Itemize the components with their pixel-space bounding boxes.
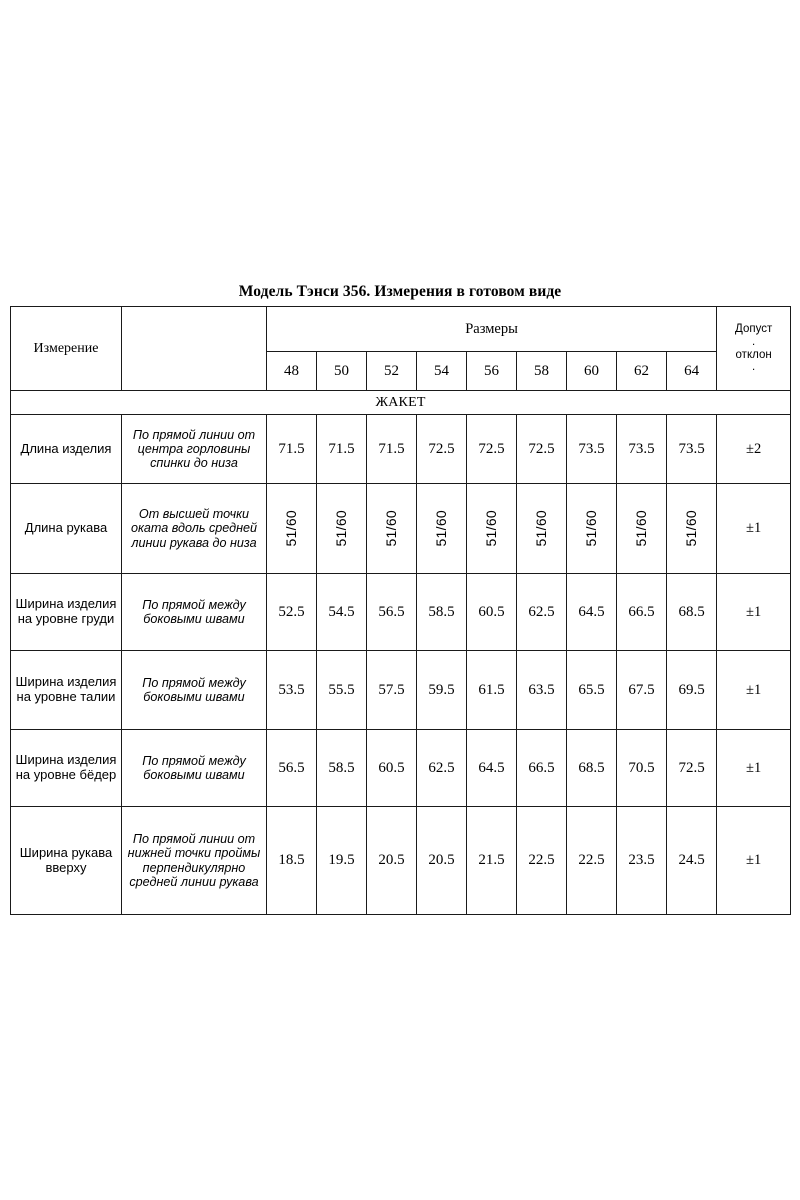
table-row bbox=[11, 415, 791, 484]
row-value: 24.5 bbox=[667, 807, 717, 915]
header-size-56: 56 bbox=[467, 352, 517, 391]
row-value: 58.5 bbox=[317, 730, 367, 807]
row-value: 62.5 bbox=[517, 574, 567, 651]
row-description: По прямой линии от центра горловины спинки до низа bbox=[122, 415, 267, 484]
row-value: 59.5 bbox=[417, 651, 467, 730]
header-tolerance bbox=[717, 307, 791, 391]
row-value bbox=[367, 484, 417, 574]
row-value: 67.5 bbox=[617, 651, 667, 730]
row-value bbox=[417, 484, 467, 574]
row-value: 52.5 bbox=[267, 574, 317, 651]
row-value: 69.5 bbox=[667, 651, 717, 730]
row-value: 21.5 bbox=[467, 807, 517, 915]
row-value: 64.5 bbox=[467, 730, 517, 807]
row-value: 54.5 bbox=[317, 574, 367, 651]
row-tolerance: ±1 bbox=[717, 651, 791, 730]
row-description: По прямой линии от нижней точки проймы перпендикулярно средней линии рукава bbox=[122, 807, 267, 915]
row-value-rotated: 51/60 bbox=[382, 510, 399, 547]
row-value bbox=[267, 484, 317, 574]
table-row bbox=[11, 574, 791, 651]
row-value bbox=[567, 484, 617, 574]
row-value: 73.5 bbox=[567, 415, 617, 484]
header-size-48: 48 bbox=[267, 352, 317, 391]
row-value-rotated: 51/60 bbox=[532, 510, 549, 547]
header-tolerance-line3: отклон bbox=[735, 348, 772, 361]
row-name: Ширина изделия на уровне груди bbox=[11, 574, 122, 651]
header-tolerance-line4: . bbox=[752, 361, 756, 374]
row-value: 70.5 bbox=[617, 730, 667, 807]
row-tolerance: ±1 bbox=[717, 730, 791, 807]
row-value: 68.5 bbox=[567, 730, 617, 807]
row-value-rotated: 51/60 bbox=[582, 510, 599, 547]
row-value bbox=[517, 484, 567, 574]
row-value bbox=[467, 484, 517, 574]
row-value: 58.5 bbox=[417, 574, 467, 651]
table-body bbox=[11, 391, 791, 915]
row-value-rotated: 51/60 bbox=[332, 510, 349, 547]
measurement-sheet bbox=[10, 283, 790, 915]
table-row bbox=[11, 730, 791, 807]
table-row bbox=[11, 484, 791, 574]
row-name: Длина изделия bbox=[11, 415, 122, 484]
row-value: 22.5 bbox=[567, 807, 617, 915]
row-value: 19.5 bbox=[317, 807, 367, 915]
header-size-54: 54 bbox=[417, 352, 467, 391]
row-value: 61.5 bbox=[467, 651, 517, 730]
row-value bbox=[667, 484, 717, 574]
row-name: Ширина изделия на уровне талии bbox=[11, 651, 122, 730]
row-tolerance: ±1 bbox=[717, 574, 791, 651]
row-name: Ширина рукава вверху bbox=[11, 807, 122, 915]
row-value-rotated: 51/60 bbox=[682, 510, 699, 547]
row-value: 65.5 bbox=[567, 651, 617, 730]
row-description: По прямой между боковыми швами bbox=[122, 651, 267, 730]
row-value bbox=[317, 484, 367, 574]
row-value: 23.5 bbox=[617, 807, 667, 915]
header-size-60: 60 bbox=[567, 352, 617, 391]
row-value: 71.5 bbox=[367, 415, 417, 484]
row-name: Ширина изделия на уровне бёдер bbox=[11, 730, 122, 807]
row-value: 66.5 bbox=[517, 730, 567, 807]
row-value: 64.5 bbox=[567, 574, 617, 651]
row-value: 20.5 bbox=[367, 807, 417, 915]
header-measure: Измерение bbox=[11, 307, 122, 391]
row-tolerance: ±1 bbox=[717, 807, 791, 915]
header-size-52: 52 bbox=[367, 352, 417, 391]
row-value: 53.5 bbox=[267, 651, 317, 730]
row-value: 60.5 bbox=[467, 574, 517, 651]
row-value: 68.5 bbox=[667, 574, 717, 651]
table-row bbox=[11, 651, 791, 730]
measurements-table bbox=[10, 306, 791, 915]
row-value: 73.5 bbox=[667, 415, 717, 484]
row-value-rotated: 51/60 bbox=[482, 510, 499, 547]
row-value: 55.5 bbox=[317, 651, 367, 730]
row-value bbox=[617, 484, 667, 574]
table-row bbox=[11, 807, 791, 915]
header-sizes-group: Размеры bbox=[267, 307, 717, 352]
row-value: 66.5 bbox=[617, 574, 667, 651]
row-description: По прямой между боковыми швами bbox=[122, 574, 267, 651]
row-value-rotated: 51/60 bbox=[432, 510, 449, 547]
row-name: Длина рукава bbox=[11, 484, 122, 574]
row-value: 56.5 bbox=[267, 730, 317, 807]
row-value: 62.5 bbox=[417, 730, 467, 807]
row-value-rotated: 51/60 bbox=[282, 510, 299, 547]
row-value: 22.5 bbox=[517, 807, 567, 915]
row-value: 71.5 bbox=[317, 415, 367, 484]
row-tolerance: ±2 bbox=[717, 415, 791, 484]
row-value: 71.5 bbox=[267, 415, 317, 484]
page-title: Модель Тэнси 356. Измерения в готовом виде bbox=[238, 283, 562, 300]
row-value: 72.5 bbox=[417, 415, 467, 484]
header-description bbox=[122, 307, 267, 391]
row-tolerance: ±1 bbox=[717, 484, 791, 574]
row-description: По прямой между боковыми швами bbox=[122, 730, 267, 807]
section-band-label: ЖАКЕТ bbox=[11, 391, 791, 415]
row-value: 56.5 bbox=[367, 574, 417, 651]
header-size-64: 64 bbox=[667, 352, 717, 391]
header-tolerance-line2: . bbox=[752, 335, 756, 348]
header-row-top bbox=[11, 307, 791, 352]
header-size-50: 50 bbox=[317, 352, 367, 391]
row-value: 72.5 bbox=[667, 730, 717, 807]
row-value: 72.5 bbox=[517, 415, 567, 484]
section-band-row bbox=[11, 391, 791, 415]
row-value: 60.5 bbox=[367, 730, 417, 807]
row-description: От высшей точки оката вдоль средней линии рукава до низа bbox=[122, 484, 267, 574]
row-value: 72.5 bbox=[467, 415, 517, 484]
row-value: 20.5 bbox=[417, 807, 467, 915]
row-value-rotated: 51/60 bbox=[632, 510, 649, 547]
table-header bbox=[11, 307, 791, 391]
header-size-62: 62 bbox=[617, 352, 667, 391]
row-value: 73.5 bbox=[617, 415, 667, 484]
row-value: 57.5 bbox=[367, 651, 417, 730]
row-value: 63.5 bbox=[517, 651, 567, 730]
header-tolerance-line1: Допуст bbox=[735, 322, 773, 335]
header-size-58: 58 bbox=[517, 352, 567, 391]
row-value: 18.5 bbox=[267, 807, 317, 915]
